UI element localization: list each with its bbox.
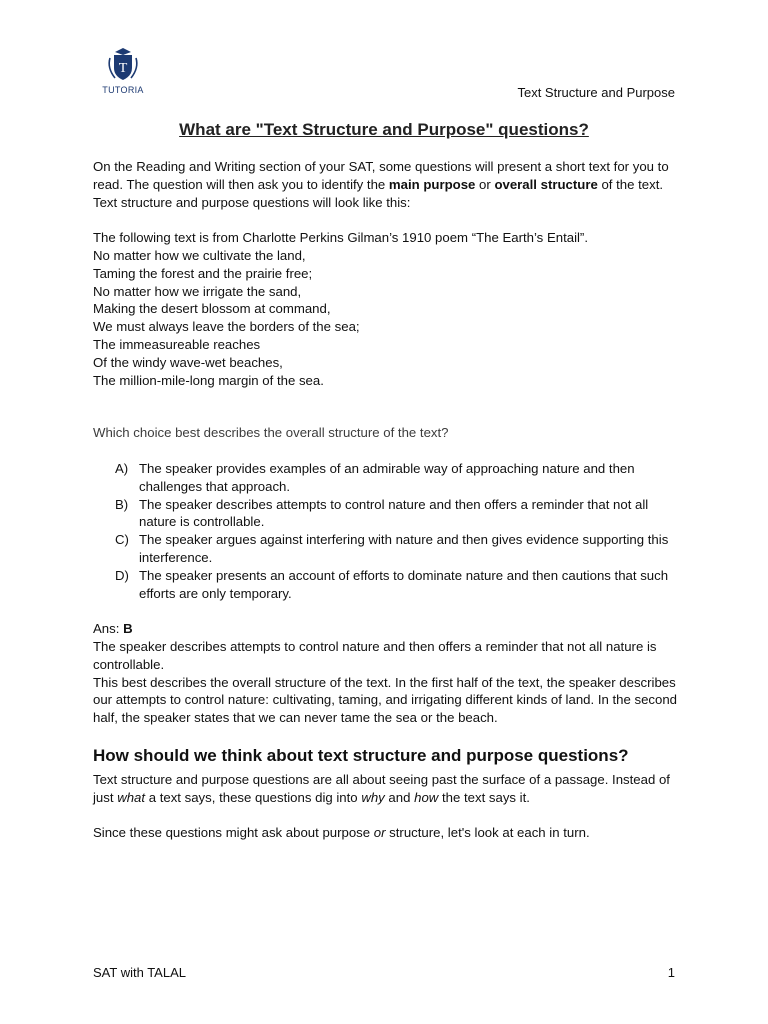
passage [93,229,683,389]
question-text: Which choice best describes the overall structure of the text? [93,425,449,441]
passage-line: We must always leave the borders of the sea; [93,319,360,335]
page-title: What are "Text Structure and Purpose" questions? [179,120,589,139]
choice-b: B) The speaker describes attempts to control nature and then offers a reminder that not all nature is controllable. [115,496,649,530]
passage-line: The following text is from Charlotte Perkins Gilman’s 1910 poem “The Earth’s Entail”. [93,230,588,246]
passage-line: Taming the forest and the prairie free; [93,265,313,281]
passage-line: The million-mile-long margin of the sea. [93,372,324,388]
shield-logo-icon [103,44,143,84]
section-paragraph-2: Since these questions might ask about purpose or structure, let's look at each in turn. [93,825,590,841]
answer-value: B [123,621,133,637]
answer-restated: The speaker describes attempts to control nature and then offers a reminder that not all nature is controllable. [93,638,657,672]
choice-d: D) The speaker presents an account of efforts to dominate nature and then cautions that such efforts are only temporary. [115,567,669,601]
passage-line: No matter how we irrigate the sand, [93,283,302,299]
passage-line: Of the windy wave-wet beaches, [93,354,283,370]
svg-text:T: T [118,61,128,76]
answer-line: Ans: B [93,621,133,637]
logo-text: TUTORIA [102,85,144,95]
passage-line: The immeasureable reaches [93,336,261,352]
section-heading: How should we think about text structure and purpose questions? [93,745,629,765]
choice-a: A) The speaker provides examples of an admirable way of approaching nature and then challenges that approach. [115,460,635,494]
answer-choices [93,460,683,602]
passage-line: Making the desert blossom at command, [93,301,331,317]
answer-explanation: This best describes the overall structure of the text. In the first half of the text, the speaker describes our attempts to control nature: cultivating, taming, and irrigating different kinds of land. In the second half, the speaker states that we can never tame the sea or the beach. [93,674,678,726]
footer-author: SAT with TALAL [93,965,186,980]
intro-paragraph: On the Reading and Writing section of your SAT, some questions will present a short text for you to read. The question will then ask you to identify the main purpose or overall structure of the text. [93,159,669,192]
tutoria-logo [100,44,146,95]
section-paragraph: Text structure and purpose questions are all about seeing past the surface of a passage. Instead of just what a text says, these questions dig into why and how the text says it. [93,771,670,805]
page-number: 1 [667,965,675,980]
intro-paragraph-2: Text structure and purpose questions will look like this: [93,194,411,210]
running-header: Text Structure and Purpose [517,85,675,100]
choice-c: C) The speaker argues against interfering with nature and then gives evidence supporting this interference. [115,532,669,565]
passage-line: No matter how we cultivate the land, [93,247,306,263]
document-body [93,158,683,842]
